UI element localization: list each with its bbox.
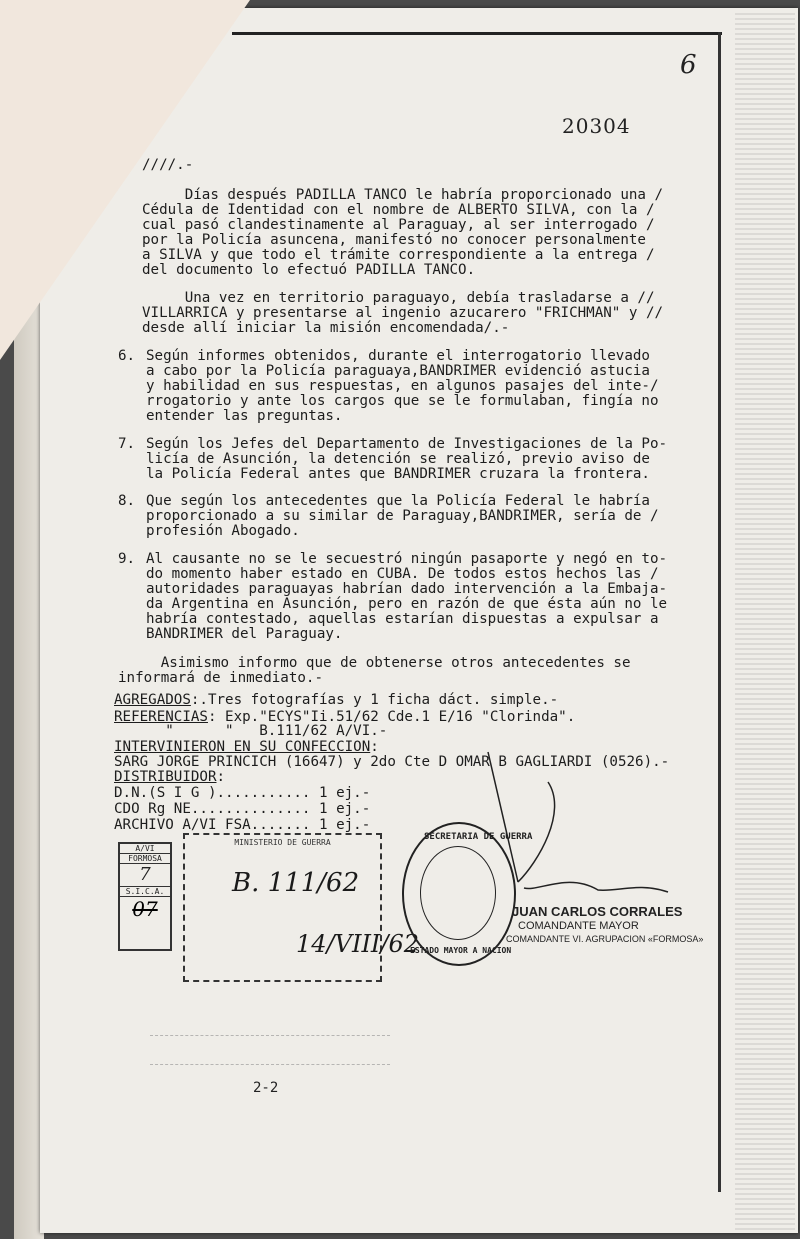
distribution-line: D.N.(S I G )........... 1 ej.-	[114, 785, 371, 801]
distribution-line: ARCHIVO A/VI FSA....... 1 ej.-	[114, 817, 371, 833]
item-number: 6.	[118, 348, 136, 364]
registry-stamp	[183, 833, 382, 982]
paragraph-line: VILLARRICA y presentarse al ingenio azucarero "FRICHMAN" y //	[142, 305, 664, 321]
item-line: Según informes obtenidos, durante el interrogatorio llevado	[146, 348, 650, 364]
signature-scribble	[478, 742, 678, 902]
agregados-text: :.Tres fotografías y 1 ficha dáct. simple.-	[190, 692, 559, 708]
item-line: Al causante no se le secuestró ningún pasaporte y negó en to-	[146, 551, 668, 567]
page-footer-number: 2-2	[253, 1080, 279, 1096]
faded-stamp	[150, 1035, 390, 1065]
paragraph-line: por la Policía asuncena, manifestó no conocer personalmente	[142, 232, 646, 248]
page-number: 6	[680, 50, 697, 80]
signatory-rank: COMANDANTE MAYOR	[518, 920, 639, 932]
item-line: Según los Jefes del Departamento de Investigaciones de la Po-	[146, 436, 668, 452]
intervinieron-label: INTERVINIERON EN SU CONFECCION	[114, 739, 371, 755]
item-line: Que según los antecedentes que la Policía Federal le habría	[146, 493, 650, 509]
stamp-text: FORMOSA	[120, 854, 170, 864]
file-number: 20304	[562, 114, 631, 138]
paragraph-line: Cédula de Identidad con el nombre de ALBERTO SILVA, con la /	[142, 202, 655, 218]
signatory-name: JUAN CARLOS CORRALES	[512, 904, 683, 919]
paragraph-line: del documento lo efectuó PADILLA TANCO.	[142, 262, 476, 278]
seal-text-bottom: ESTADO MAYOR A NACION	[410, 946, 512, 955]
item-line: licía de Asunción, la detención se realizó, previo aviso de	[146, 451, 650, 467]
agregados-line	[114, 693, 558, 709]
distribuidor-line: DISTRIBUIDOR:	[114, 769, 226, 785]
distribuidor-label: DISTRIBUIDOR	[114, 769, 217, 785]
item-line: autoridades paraguayas habrían dado intervención a la Embaja-	[146, 581, 668, 597]
paragraph-line: Días después PADILLA TANCO le habría proporcionado una /	[142, 187, 664, 203]
stamp-header: MINISTERIO DE GUERRA	[234, 838, 331, 847]
closing-line: Asimismo informo que de obtenerse otros antecedentes se	[118, 655, 631, 671]
item-number: 8.	[118, 493, 136, 509]
item-line: y habilidad en sus respuestas, en algunos pasajes del inte-/	[146, 378, 659, 394]
stamp-hand-number: 7	[120, 864, 170, 887]
intervinieron-text: SARG JORGE PRINCICH (16647) y 2do Cte D OMAR B GAGLIARDI (0526).-	[114, 754, 670, 770]
intervinieron-line: INTERVINIERON EN SU CONFECCION:	[114, 739, 379, 755]
stamp-hand-text: 07	[132, 897, 158, 921]
archive-stamp	[118, 842, 172, 951]
frame-line-top	[232, 32, 722, 35]
distribution-line: CDO Rg NE.............. 1 ej.-	[114, 801, 371, 817]
item-line: proporcionado a su similar de Paraguay,BANDRIMER, sería de /	[146, 508, 659, 524]
referencias-line-2: " " B.111/62 A/VI.-	[114, 723, 388, 739]
paragraph-line: desde allí iniciar la misión encomendada/.-	[142, 320, 510, 336]
item-line: do momento haber estado en CUBA. De todos estos hechos las /	[146, 566, 659, 582]
item-line: la Policía Federal antes que BANDRIMER cruzara la frontera.	[146, 466, 650, 482]
continuation-mark: ////.-	[142, 157, 194, 173]
paragraph-line: a SILVA y que todo el trámite correspondiente a la entrega /	[142, 247, 655, 263]
item-line: entender las preguntas.	[146, 408, 343, 424]
referencias-label: REFERENCIAS	[114, 709, 208, 725]
item-line: habría contestado, aquellas estarían dispuestas a expulsar a	[146, 611, 659, 627]
item-number: 7.	[118, 436, 136, 452]
handwritten-date: 14/VIII/62	[296, 930, 420, 958]
item-line: rrogatorio y ante los cargos que se le formulaban, fingía no	[146, 393, 659, 409]
stamp-text: S.I.C.A.	[120, 887, 170, 897]
seal-text-top: SECRETARIA DE GUERRA	[424, 832, 533, 842]
scan-noise	[735, 10, 795, 1230]
paragraph-line: cual pasó clandestinamente al Paraguay, al ser interrogado /	[142, 217, 655, 233]
handwritten-reference: B. 111/62	[232, 868, 360, 898]
signatory-unit: COMANDANTE VI. AGRUPACION «FORMOSA»	[506, 934, 704, 944]
agregados-label: AGREGADOS	[114, 692, 191, 708]
item-line: a cabo por la Policía paraguaya,BANDRIMER evidenció astucia	[146, 363, 650, 379]
closing-line: informará de inmediato.-	[118, 670, 323, 686]
item-line: BANDRIMER del Paraguay.	[146, 626, 343, 642]
item-line: da Argentina en Asunción, pero en razón de que ésta aún no le	[146, 596, 668, 612]
item-number: 9.	[118, 551, 136, 567]
frame-line-right	[718, 32, 721, 1192]
item-line: profesión Abogado.	[146, 523, 300, 539]
paragraph-line: Una vez en territorio paraguayo, debía trasladarse a //	[142, 290, 655, 306]
referencias-text: : Exp."ECYS"Ii.51/62 Cde.1 E/16 "Clorinda".	[207, 709, 576, 725]
stamp-text: A/VI	[120, 844, 170, 854]
